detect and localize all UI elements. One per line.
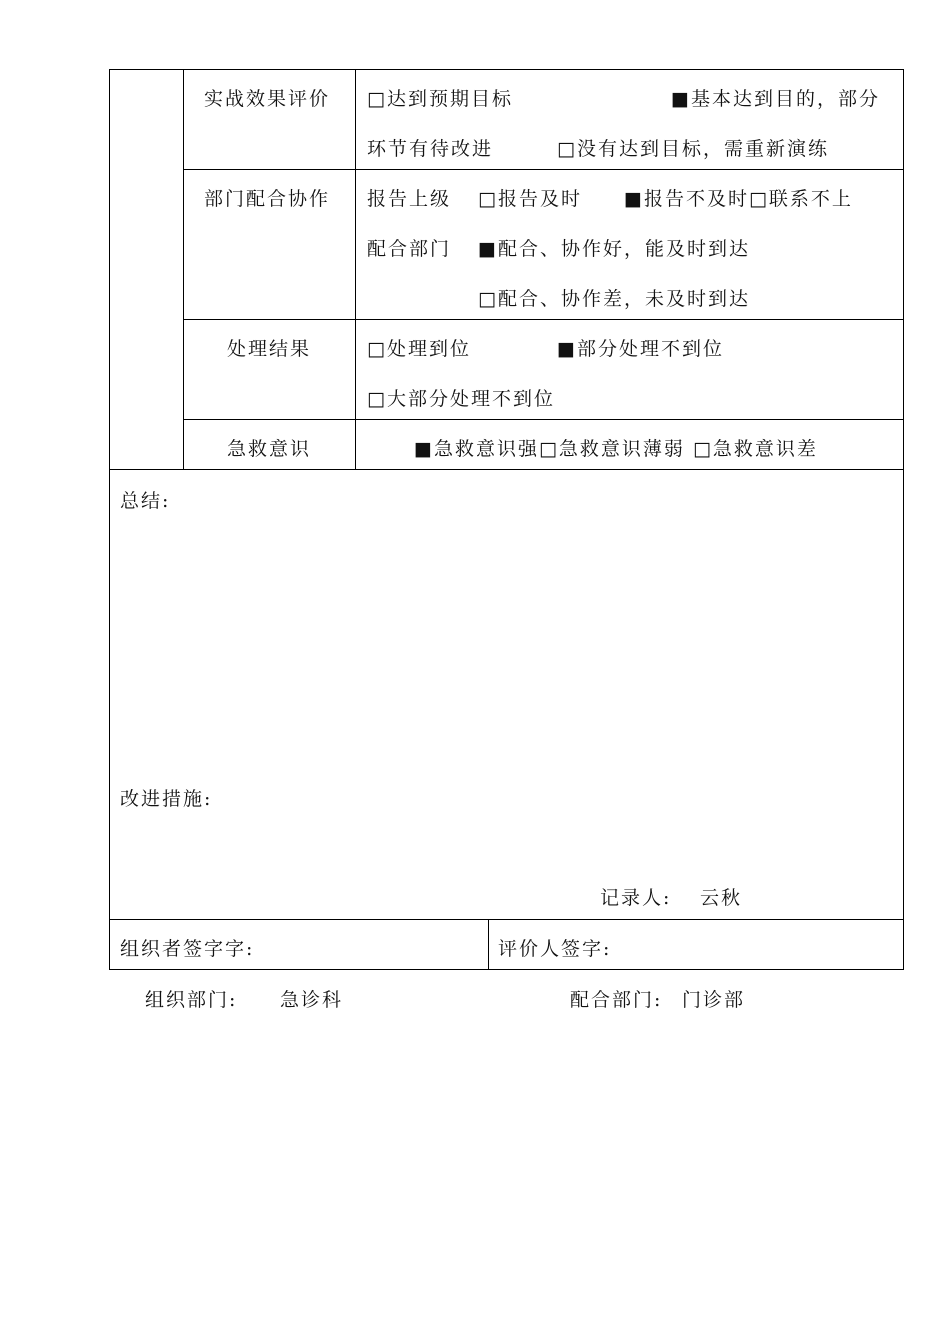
option-partly-not-in-place: ■部分处理不到位 — [557, 338, 724, 360]
summary-label: 总结: — [120, 490, 171, 512]
recorder-name: 云秋 — [700, 887, 743, 909]
label-department-coordination: 部门配合协作 — [204, 188, 331, 210]
col-divider-1 — [183, 69, 184, 470]
coop-dept-value: 门诊部 — [682, 989, 746, 1011]
row-divider-3 — [183, 419, 904, 420]
option-coop-good: ■配合、协作好，能及时到达 — [478, 238, 750, 260]
table-border-left — [109, 69, 110, 970]
table-border-top — [109, 69, 904, 70]
signature-divider — [488, 919, 489, 970]
option-handled-in-place: □处理到位 — [367, 338, 471, 360]
option-report-on-time: □报告及时 — [478, 188, 582, 210]
option-mostly-not-in-place: □大部分处理不到位 — [367, 388, 555, 410]
improvement-label: 改进措施: — [120, 788, 213, 810]
org-dept-label: 组织部门: — [145, 989, 238, 1011]
row-divider-5 — [109, 919, 904, 920]
row-divider-2 — [183, 319, 904, 320]
table-border-right — [903, 69, 904, 970]
label-first-aid: 急救意识 — [227, 438, 312, 460]
org-dept-value: 急诊科 — [280, 989, 344, 1011]
evaluator-signature-label: 评价人签字: — [498, 938, 612, 960]
option-basically-reached-cont: 环节有待改进 — [367, 138, 494, 160]
option-not-reached: □没有达到目标，需重新演练 — [557, 138, 829, 160]
option-basically-reached: ■基本达到目的，部分 — [671, 88, 880, 110]
option-reached-target: □达到预期目标 — [367, 88, 513, 110]
label-handling-result: 处理结果 — [227, 338, 312, 360]
option-report-not-on-time: ■报告不及时□联系不上 — [624, 188, 853, 210]
first-aid-options: ■急救意识强□急救意识薄弱 □急救意识差 — [414, 438, 818, 460]
row-divider-1 — [183, 169, 904, 170]
cooperating-dept-label: 配合部门 — [367, 238, 452, 260]
col-divider-2 — [355, 69, 356, 470]
organizer-signature-label: 组织者签字字: — [120, 938, 255, 960]
table-border-bottom — [109, 969, 904, 970]
recorder-label: 记录人: — [600, 887, 672, 909]
coop-dept-label: 配合部门: — [570, 989, 663, 1011]
label-combat-effect: 实战效果评价 — [204, 88, 331, 110]
option-coop-poor: □配合、协作差，未及时到达 — [478, 288, 750, 310]
row-divider-4 — [109, 469, 904, 470]
report-superior-label: 报告上级 — [367, 188, 452, 210]
